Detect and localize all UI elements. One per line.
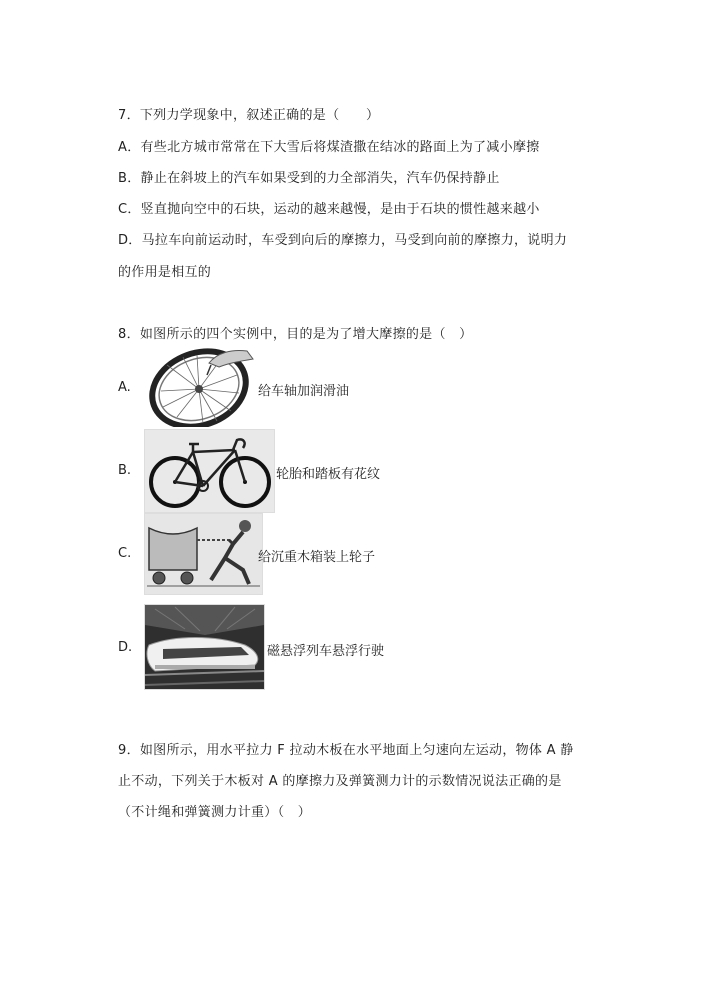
- q9-stem-line-2: 止不动，下列关于木板对 A 的摩擦力及弹簧测力计的示数情况说法正确的是: [118, 774, 562, 789]
- q7-option-a: A．有些北方城市常常在下大雪后将煤渣撒在结冰的路面上为了减小摩擦: [118, 140, 540, 155]
- q8-option-d-text: 磁悬浮列车悬浮行驶: [267, 644, 385, 659]
- q7-option-b: B．静止在斜坡上的汽车如果受到的力全部消失，汽车仍保持静止: [118, 171, 500, 186]
- bicycle-image: [144, 429, 275, 513]
- q8-option-b-letter: B.: [118, 463, 132, 478]
- maglev-train-image: [144, 604, 265, 690]
- cart-push-image: [144, 513, 263, 595]
- q8-option-d-letter: D.: [118, 640, 133, 655]
- q8-stem: 8．如图所示的四个实例中，目的是为了增大摩擦的是（ ）: [118, 327, 473, 342]
- wheel-oil-image: [147, 345, 255, 427]
- q9-stem-line-1: 9．如图所示，用水平拉力 F 拉动木板在水平地面上匀速向左运动，物体 A 静: [118, 743, 574, 758]
- q8-option-b-text: 轮胎和踏板有花纹: [276, 467, 381, 482]
- q9-stem-line-3: （不计绳和弹簧测力计重）（ ）: [118, 805, 312, 820]
- q7-option-d: D．马拉车向前运动时，车受到向后的摩擦力，马受到向前的摩擦力，说明力: [118, 233, 568, 248]
- q8-option-c-letter: C.: [118, 546, 132, 561]
- q8-option-a-text: 给车轴加润滑油: [258, 384, 350, 399]
- q7-option-c: C．竖直抛向空中的石块，运动的越来越慢，是由于石块的惯性越来越小: [118, 202, 540, 217]
- q8-option-c-text: 给沉重木箱装上轮子: [258, 550, 376, 565]
- q7-option-d-continued: 的作用是相互的: [118, 265, 212, 280]
- q8-option-a-letter: A.: [118, 380, 131, 395]
- q7-stem: 7．下列力学现象中，叙述正确的是（ ）: [118, 108, 380, 123]
